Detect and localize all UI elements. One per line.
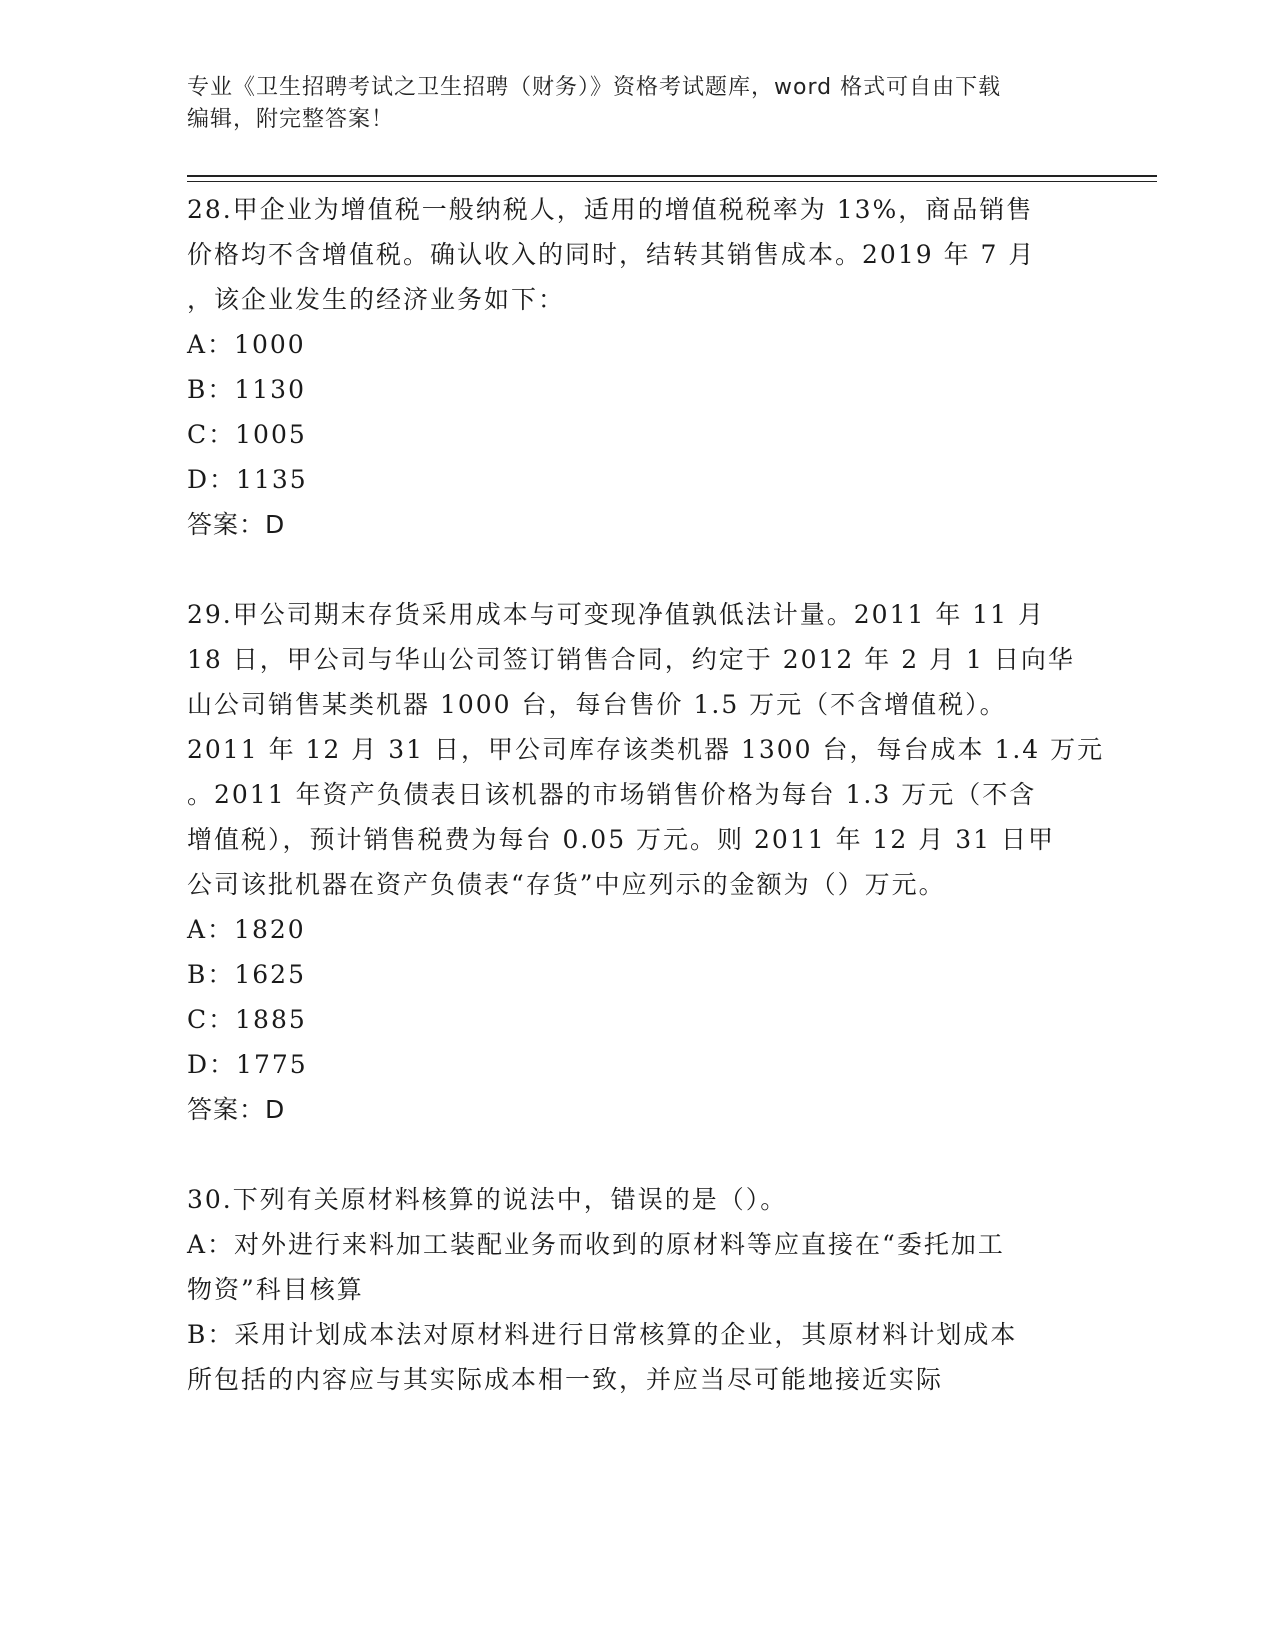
header-line-2: 编辑，附完整答案！ xyxy=(187,107,395,132)
question-spacer xyxy=(187,547,1087,592)
answer-line: 答案：D xyxy=(187,1095,286,1124)
question-text-line: 18 日，甲公司与华山公司签订销售合同，约定于 2012 年 2 月 1 日向华 xyxy=(187,645,1075,674)
question-text-line: 公司该批机器在资产负债表“存货”中应列示的金额为（）万元。 xyxy=(187,870,946,899)
option-b-line-2: 所包括的内容应与其实际成本相一致，并应当尽可能地接近实际 xyxy=(187,1365,944,1394)
question-text-line: ，该企业发生的经济业务如下： xyxy=(187,285,566,314)
option-c: C：1005 xyxy=(187,420,307,449)
option-a: A：1000 xyxy=(187,330,306,359)
question-28 xyxy=(187,187,1087,547)
option-b: B：1625 xyxy=(187,960,306,989)
question-text-line: 30.下列有关原材料核算的说法中，错误的是（）。 xyxy=(187,1185,788,1214)
question-29 xyxy=(187,592,1105,1132)
option-d: D：1775 xyxy=(187,1050,308,1079)
option-a-line-2: 物资”科目核算 xyxy=(187,1275,364,1304)
question-text-line: 价格均不含增值税。确认收入的同时，结转其销售成本。2019 年 7 月 xyxy=(187,240,1036,269)
option-c: C：1885 xyxy=(187,1005,307,1034)
question-text-line: 28.甲企业为增值税一般纳税人，适用的增值税税率为 13%，商品销售 xyxy=(187,195,1034,224)
question-text-line: 增值税），预计销售税费为每台 0.05 万元。则 2011 年 12 月 31 日甲 xyxy=(187,825,1055,854)
question-list xyxy=(187,187,1105,1402)
option-d: D：1135 xyxy=(187,465,308,494)
option-b: B：1130 xyxy=(187,375,306,404)
option-a-line-1: A：对外进行来料加工装配业务而收到的原材料等应直接在“委托加工 xyxy=(187,1230,1005,1259)
option-b-line-1: B：采用计划成本法对原材料进行日常核算的企业，其原材料计划成本 xyxy=(187,1320,1018,1349)
question-text-line: 。2011 年资产负债表日该机器的市场销售价格为每台 1.3 万元（不含 xyxy=(187,780,1037,809)
option-a: A：1820 xyxy=(187,915,306,944)
answer-line: 答案：D xyxy=(187,510,286,539)
header-divider-thin xyxy=(187,181,1157,182)
question-text-line: 29.甲公司期末存货采用成本与可变现净值孰低法计量。2011 年 11 月 xyxy=(187,600,1046,629)
question-text-line: 山公司销售某类机器 1000 台，每台售价 1.5 万元（不含增值税）。 xyxy=(187,690,1007,719)
question-spacer xyxy=(187,1132,1087,1177)
header-line-1: 专业《卫生招聘考试之卫生招聘（财务）》资格考试题库，word 格式可自由下载 xyxy=(187,75,1002,100)
header-divider-thick xyxy=(187,175,1157,177)
question-text-line: 2011 年 12 月 31 日，甲公司库存该类机器 1300 台，每台成本 1.4 万元 xyxy=(187,735,1105,764)
document-header xyxy=(187,72,1067,136)
question-30 xyxy=(187,1177,1087,1402)
